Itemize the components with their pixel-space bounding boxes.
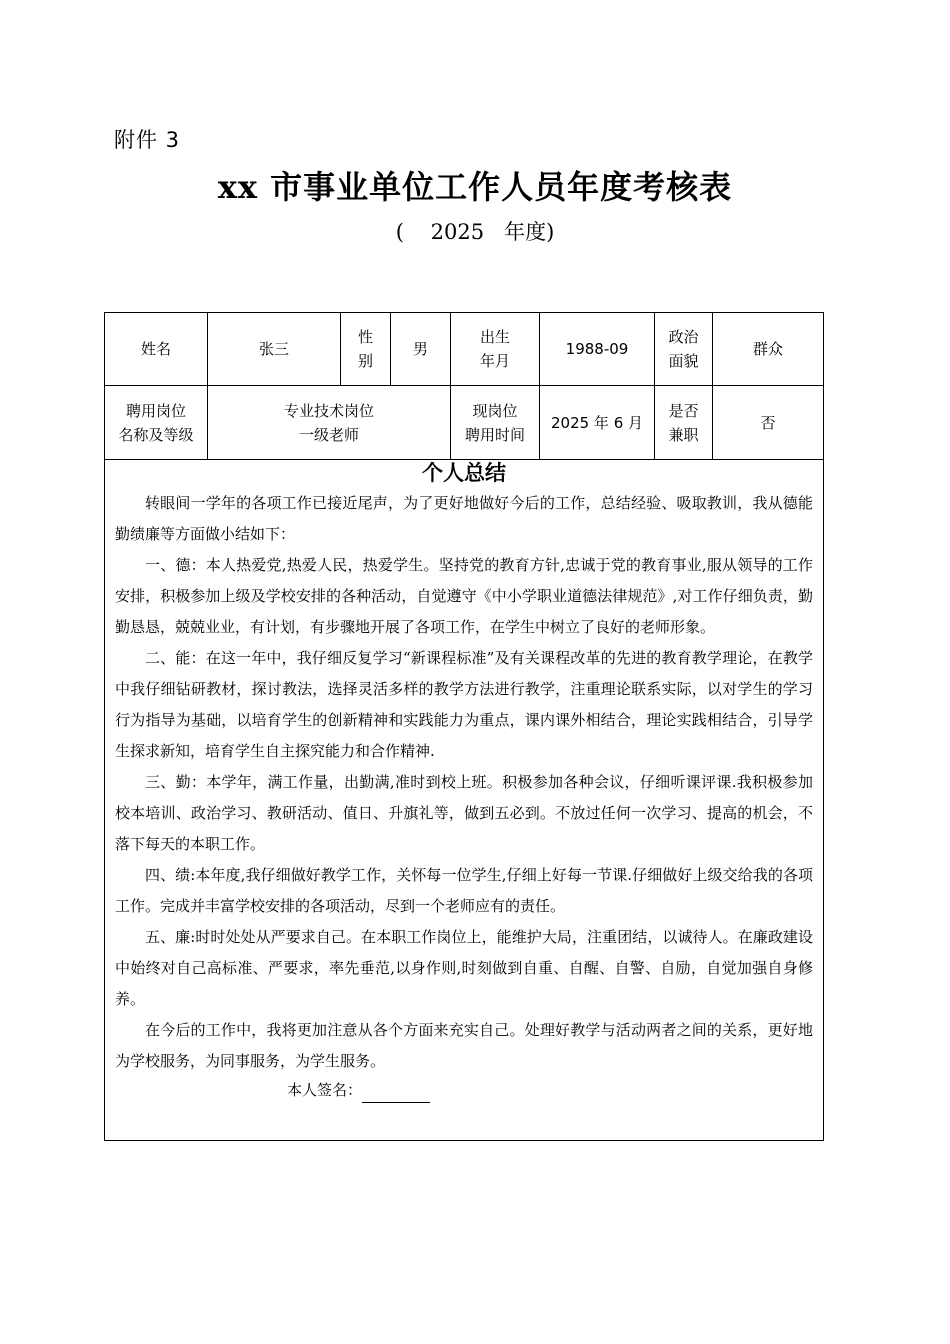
signature-blank[interactable] bbox=[362, 1084, 430, 1103]
name-value: 张三 bbox=[208, 313, 341, 386]
current-post-value: 2025 年 6 月 bbox=[540, 386, 655, 460]
summary-paragraph: 转眼间一学年的各项工作已接近尾声，为了更好地做好今后的工作，总结经验、吸取教训，我从德能勤绩廉等方面做小结如下： bbox=[115, 494, 813, 543]
summary-paragraph: 四、绩:本年度,我仔细做好教学工作，关怀每一位学生,仔细上好每一节课.仔细做好上级交给我的各项工作。完成并丰富学校安排的各项活动，尽到一个老师应有的责任。 bbox=[115, 866, 813, 915]
summary-paragraph: 五、廉:时时处处从严要求自己。在本职工作岗位上，能维护大局，注重团结，以诚待人。在廉政建设中始终对自己高标准、严要求，率先垂范,以身作则,时刻做到自重、自醒、自警、自励，自觉加强自身修养。 bbox=[115, 928, 813, 1008]
form-row-basic-info bbox=[105, 313, 824, 386]
summary-paragraph: 三、勤：本学年，满工作量，出勤满,准时到校上班。积极参加各种会议，仔细听课评课.我积极参加校本培训、政治学习、教研活动、值日、升旗礼等，做到五必到。不放过任何一次学习、提高的机会，不落下每天的本职工作。 bbox=[115, 773, 813, 853]
document-year: ( 2025 年度) bbox=[395, 220, 555, 244]
political-value: 群众 bbox=[713, 313, 824, 386]
current-post-label: 现岗位 聘用时间 bbox=[451, 386, 540, 460]
parttime-label: 是否 兼职 bbox=[655, 386, 713, 460]
summary-paragraph: 在今后的工作中，我将更加注意从各个方面来充实自己。处理好教学与活动两者之间的关系，更好地为学校服务，为同事服务，为学生服务。 bbox=[115, 1021, 813, 1070]
name-label: 姓名 bbox=[105, 313, 208, 386]
gender-value: 男 bbox=[391, 313, 451, 386]
political-label: 政治 面貌 bbox=[655, 313, 713, 386]
form-row-post-info bbox=[105, 386, 824, 460]
post-value: 专业技术岗位 一级老师 bbox=[208, 386, 451, 460]
summary-heading: 个人总结 bbox=[422, 461, 506, 485]
signature-label: 本人签名： bbox=[287, 1081, 363, 1099]
form-row-summary bbox=[105, 460, 824, 1141]
summary-paragraph: 二、能：在这一年中，我仔细反复学习“新课程标准”及有关课程改革的先进的教育教学理论，在教学中我仔细钻研教材，探讨教法，选择灵活多样的教学方法进行教学，注重理论联系实际，以对学生的学习行为指导为基础，以培育学生的创新精神和实践能力为重点，课内课外相结合，理论实践相结合，引导学生探求新知，培育学生自主探究能力和合作精神. bbox=[115, 649, 813, 760]
post-label: 聘用岗位 名称及等级 bbox=[105, 386, 208, 460]
parttime-value: 否 bbox=[713, 386, 824, 460]
signature-line bbox=[115, 1077, 813, 1103]
personal-summary-cell bbox=[105, 460, 824, 1141]
birth-value: 1988-09 bbox=[540, 313, 655, 386]
assessment-form-table bbox=[104, 312, 824, 1141]
summary-paragraph: 一、德：本人热爱党,热爱人民，热爱学生。坚持党的教育方针,忠诚于党的教育事业,服从领导的工作安排，积极参加上级及学校安排的各种活动，自觉遵守《中小学职业道德法律规范》,对工作仔细负责，勤勤恳恳，兢兢业业，有计划，有步骤地开展了各项工作，在学生中树立了良好的老师形象。 bbox=[115, 556, 813, 636]
gender-label: 性 别 bbox=[341, 313, 391, 386]
birth-label: 出生 年月 bbox=[451, 313, 540, 386]
document-title: xx 市事业单位工作人员年度考核表 bbox=[217, 168, 733, 206]
attachment-label: 附件 3 bbox=[114, 128, 181, 152]
